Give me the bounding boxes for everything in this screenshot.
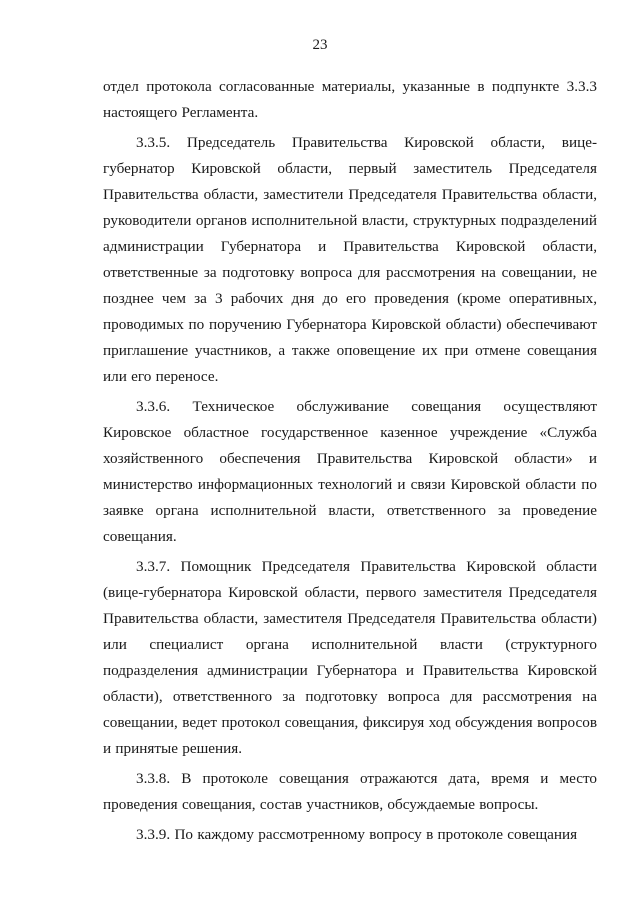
paragraph-3-3-7: 3.3.7. Помощник Председателя Правительства Кировской области (вице-губернатора Кировской области, первого заместителя Председателя Правительства области, заместителя Председателя Правительства области) или специалист органа исполнительной власти (структурного подразделения администрации Губернатора и Правительства Кировской области), ответственного за подготовку вопроса для рассмотрения на совещании, ведет протокол совещания, фиксируя ход обсуждения вопросов и принятые решения.: [103, 558, 597, 757]
document-body: [103, 74, 597, 852]
paragraph-3-3-8: 3.3.8. В протоколе совещания отражаются дата, время и место проведения совещания, состав участников, обсуждаемые вопросы.: [103, 770, 597, 813]
page-number: 23: [312, 37, 328, 53]
paragraph-3-3-9: 3.3.9. По каждому рассмотренному вопросу в протоколе совещания: [136, 826, 578, 843]
paragraph-3-3-5: 3.3.5. Председатель Правительства Кировской области, вице-губернатор Кировской области, первый заместитель Председателя Правительства области, заместители Председателя Правительства области, руководители органов исполнительной власти, структурных подразделений администрации Губернатора и Правительства Кировской области, ответственные за подготовку вопроса для рассмотрения на совещании, не позднее чем за 3 рабочих дня до его проведения (кроме оперативных, проводимых по поручению Губернатора Кировской области) обеспечивают приглашение участников, а также оповещение их при отмене совещания или его переносе.: [103, 134, 597, 385]
paragraph-3-3-6: 3.3.6. Техническое обслуживание совещания осуществляют Кировское областное государственное казенное учреждение «Служба хозяйственного обеспечения Правительства Кировской области» и министерство информационных технологий и связи Кировской области по заявке органа исполнительной власти, ответственного за проведение совещания.: [103, 398, 597, 545]
paragraph-continuation: отдел протокола согласованные материалы, указанные в подпункте 3.3.3 настоящего Регламента.: [103, 78, 597, 121]
